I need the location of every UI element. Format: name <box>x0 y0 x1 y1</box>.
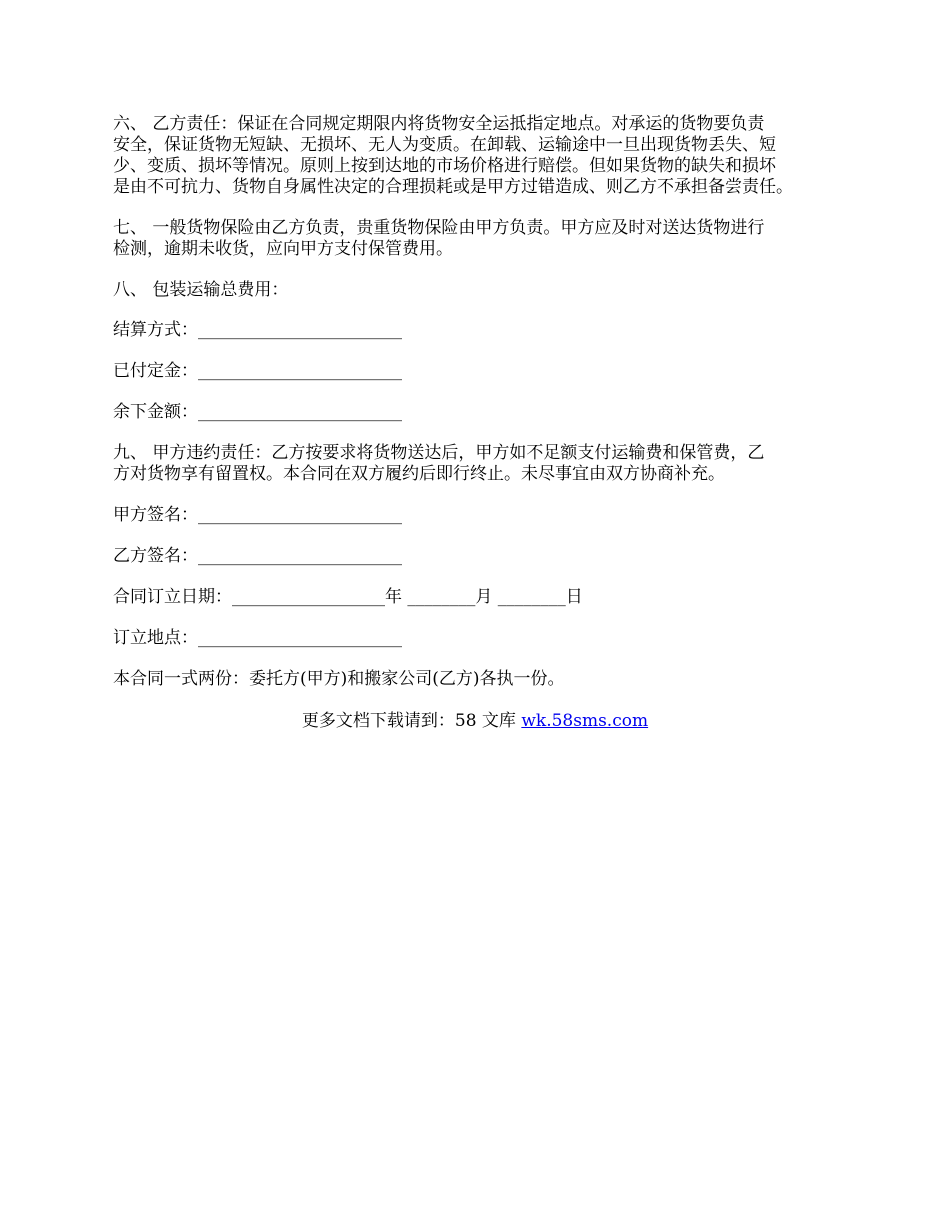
footer-text: 更多文档下载请到：58 文库 <box>301 711 522 731</box>
clause-7-line-1: 七、 一般货物保险由乙方负责，贵重货物保险由甲方负责。甲方应及时对送达货物进行 <box>113 218 765 238</box>
clause-6-line-3: 少、变质、损坏等情况。原则上按到达地的市场价格进行赔偿。但如果货物的缺失和损坏 <box>113 156 776 176</box>
copies-statement: 本合同一式两份：委托方(甲方)和搬家公司(乙方)各执一份。 <box>113 669 565 689</box>
party-b-signature-field: 乙方签名：________________________ <box>113 546 402 566</box>
party-a-signature-field: 甲方签名：________________________ <box>113 505 402 525</box>
contract-date-field: 合同订立日期：__________________年 ________月 ________日 <box>113 587 583 607</box>
clause-9-line-1: 九、 甲方违约责任：乙方按要求将货物送达后，甲方如不足额支付运输费和保管费，乙 <box>113 443 765 463</box>
settlement-method-field: 结算方式：________________________ <box>113 320 402 340</box>
clause-7-line-2: 检测，逾期未收货，应向甲方支付保管费用。 <box>113 239 453 259</box>
download-footer <box>0 711 950 731</box>
clause-6-line-2: 安全，保证货物无短缺、无损坏、无人为变质。在卸载、运输途中一旦出现货物丢失、短 <box>113 135 776 155</box>
clause-9-line-2: 方对货物享有留置权。本合同在双方履约后即行终止。未尽事宜由双方协商补充。 <box>113 464 725 484</box>
clause-6-line-4: 是由不可抗力、货物自身属性决定的合理损耗或是甲方过错造成、则乙方不承担备尝责任。 <box>113 177 793 197</box>
contract-place-field: 订立地点：________________________ <box>113 628 402 648</box>
clause-8-heading: 八、 包装运输总费用： <box>113 280 289 300</box>
clause-6-line-1: 六、 乙方责任：保证在合同规定期限内将货物安全运抵指定地点。对承运的货物要负责 <box>113 114 765 134</box>
footer-link[interactable]: wk.58sms.com <box>521 711 649 731</box>
deposit-paid-field: 已付定金：________________________ <box>113 361 402 381</box>
remaining-amount-field: 余下金额：________________________ <box>113 402 402 422</box>
